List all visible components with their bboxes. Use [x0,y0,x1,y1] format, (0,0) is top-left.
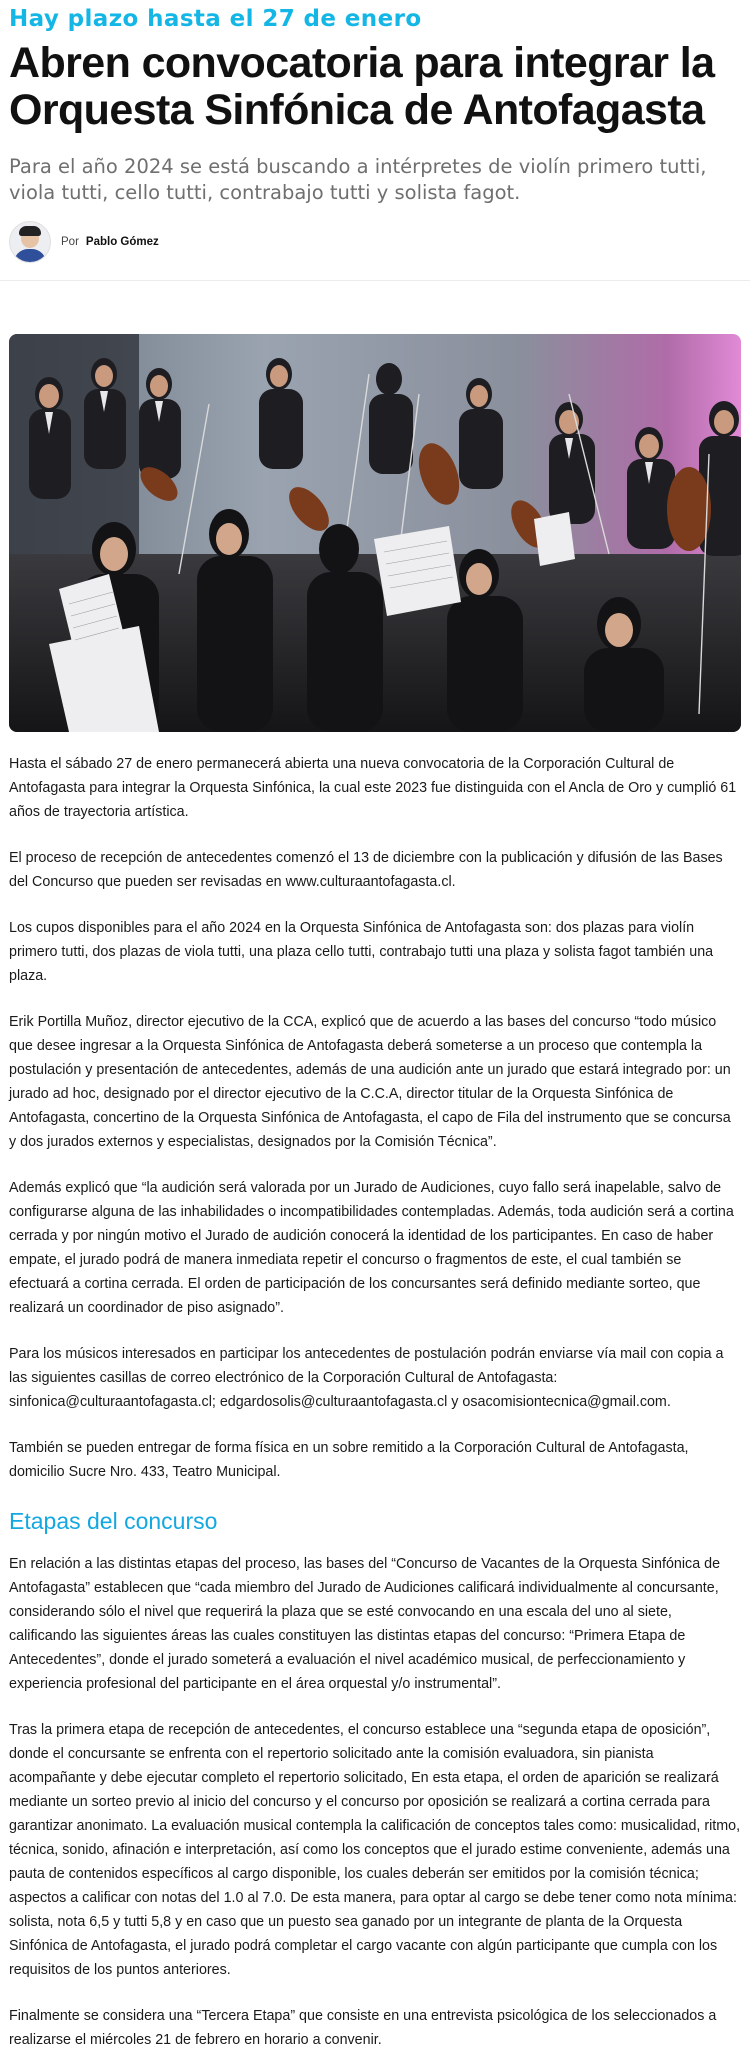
section-heading: Etapas del concurso [9,1508,218,1534]
divider [0,280,750,281]
paragraph: En relación a las distintas etapas del proceso, las bases del “Concurso de Vacantes de la Orquesta Sinfónica de Antofagasta” establecen que “cada miembro del Jurado de Audiciones calificará individualmente al concursante, considerando sólo el nivel que requerirá la plaza que se esté convocando en una escala del uno al siete, calificando las siguientes áreas las cuales constituyen las distintas etapas del concurso: “Primera Etapa de Antecedentes”, donde el jurado someterá a evaluación el nivel académico musical, de perfeccionamiento y experiencia profesional del participante en el área orquestal y/o instrumental”. [9,1556,721,1692]
paragraph: El proceso de recepción de antecedentes comenzó el 13 de diciembre con la publicación y difusión de las Bases del Concurso que pueden ser revisadas en www.culturaantofagasta.cl. [9,850,723,890]
paragraph: Además explicó que “la audición será valorada por un Jurado de Audiciones, cuyo fallo será inapelable, salvo de configurarse alguna de las inhabilidades o incompatibilidades contempladas. Además, toda audición será a cortina cerrada y por ningún motivo el Jurado de audición conocerá la identidad de los participantes. En caso de haber empate, el jurado podrá de manera inmediata repetir el concurso o fragmentos de este, el cual también se efectuará a cortina cerrada. El orden de participación de los concursantes será definido mediante sorteo, que realizará un coordinador de piso asignado”. [9,1180,734,1316]
article-title: Abren convocatoria para integrar la Orquesta Sinfónica de Antofagasta [9,39,715,134]
orchestra-photo [9,334,741,732]
article-kicker: Hay plazo hasta el 27 de enero [9,6,422,32]
paragraph: También se pueden entregar de forma física en un sobre remitido a la Corporación Cultural de Antofagasta, domicilio Sucre Nro. 433, Teatro Municipal. [9,1440,689,1480]
paragraph: Para los músicos interesados en participar los antecedentes de postulación podrán enviarse vía mail con copia a las siguientes casillas de correo electrónico de la Corporación Cultural de Antofagasta: sinfonica@culturaantofagasta.cl; edgardosolis@culturaantofagasta.cl y osacomisiontecnica@gmail.com. [9,1346,724,1410]
paragraph: Los cupos disponibles para el año 2024 en la Orquesta Sinfónica de Antofagasta son: dos plazas para violín primero tutti, dos plazas de viola tutti, una plaza cello tutti, contrabajo tutti una plaza y solista fagot también una plaza. [9,920,714,984]
paragraph: Hasta el sábado 27 de enero permanecerá abierta una nueva convocatoria de la Corporación Cultural de Antofagasta para integrar la Orquesta Sinfónica, la cual este 2023 fue distinguida con el Ancla de Oro y cumplió 61 años de trayectoria artística. [9,756,737,820]
article-subtitle: Para el año 2024 se está buscando a intérpretes de violín primero tutti, viola tutti, cello tutti, contrabajo tutti y solista fagot. [9,155,707,204]
paragraph: Erik Portilla Muñoz, director ejecutivo de la CCA, explicó que de acuerdo a las bases del concurso “todo músico que desee ingresar a la Orquesta Sinfónica de Antofagasta deberá someterse a un proceso que contempla la postulación y presentación de antecedentes, además de una audición ante un jurado que estará integrado por: un jurado ad hoc, designado por el director ejecutivo de la C.C.A, director titular de la Orquesta Sinfónica de Antofagasta, concertino de la Orquesta Sinfónica de Antofagasta, el capo de Fila del instrumento que se concursa y dos jurados externos y especialistas, designados por la Comisión Técnica”. [9,1014,731,1150]
author-avatar[interactable] [9,221,51,263]
article-body [9,752,741,2052]
paragraph: Finalmente se considera una “Tercera Etapa” que consiste en una entrevista psicológica de los seleccionados a realizarse el miércoles 21 de febrero en horario a convenir. [9,2008,717,2048]
byline-prefix: Por [61,236,79,248]
byline [9,220,741,264]
paragraph: Tras la primera etapa de recepción de antecedentes, el concurso establece una “segunda etapa de oposición”, donde el concursante se enfrenta con el repertorio solicitado ante la comisión evaluadora, sin pianista acompañante y debe ejecutar completo el repertorio solicitado, En esta etapa, el orden de aparición se realizará mediante un sorteo previo al inicio del concurso y el concurso por oposición se realizará a cortina cerrada para garantizar anonimato. La evaluación musical contempla la calificación de conceptos tales como: musicalidad, ritmo, técnica, sonido, afinación e interpretación, así como los conceptos que el jurado estime conveniente, además una pauta de contenidos específicos al cargo disponible, los cuales deberán ser emitidos por la comisión técnica; aspectos a calificar con notas del 1.0 al 7.0. De esta manera, para optar al cargo se debe tener como nota mínima: solista, nota 6,5 y tutti 5,8 y en caso que un puesto sea ganado por un integrante de planta de la Orquesta Sinfónica de Antofagasta, el jurado podrá completar el cargo vacante con algún participante que cumpla con los requisitos de los puntos anteriores. [9,1722,741,1978]
author-name-link[interactable]: Pablo Gómez [85,236,159,248]
